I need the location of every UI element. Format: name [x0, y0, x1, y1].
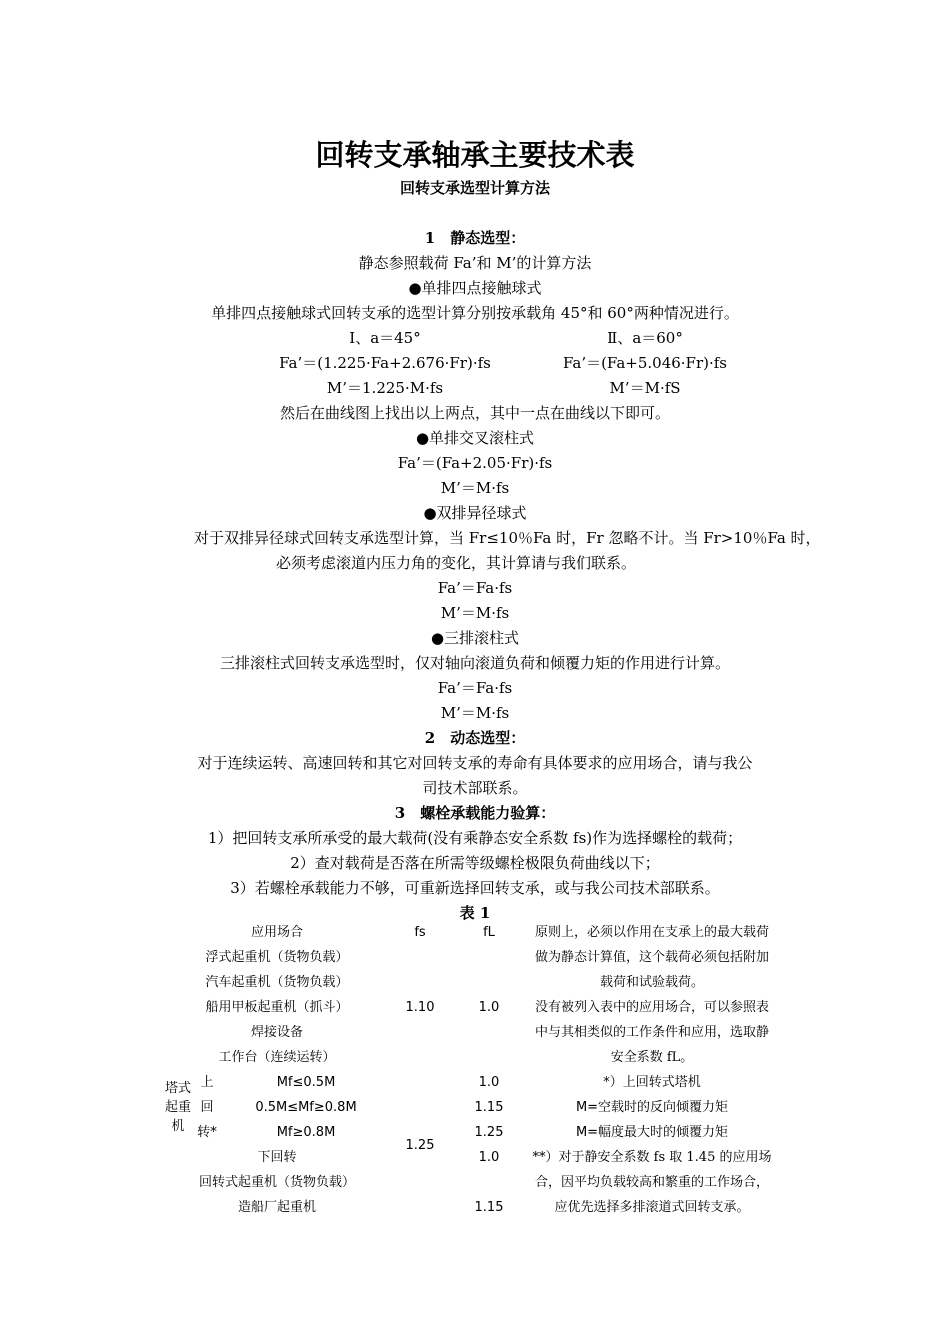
static-intro: 静态参照载荷 Fa’和 M’的计算方法 — [358, 254, 592, 272]
tower-crane-label-line: 机 — [171, 1119, 185, 1134]
group1-fl-cell: 1.0 — [478, 1000, 500, 1015]
case1-m-formula: M’＝1.225·M·fs — [326, 379, 444, 397]
application-cell: 船用甲板起重机（抓斗） — [205, 1000, 349, 1015]
tower-crane-label — [160, 1070, 196, 1145]
case2-fa-formula: Fa’＝(Fa+5.046·Fr)·fs — [562, 354, 727, 372]
table-header-row — [160, 920, 772, 945]
header-application: 应用场合 — [250, 925, 303, 940]
case2-label: Ⅱ、a＝60° — [607, 329, 683, 347]
application-cell: 浮式起重机（货物负载） — [205, 950, 349, 965]
case2-m-formula: M’＝M·fS — [609, 379, 681, 397]
dynamic-desc-1: 对于连续运转、高速回转和其它对回转支承的寿命有具体要求的应用场合，请与我公 — [197, 754, 753, 772]
fl-cell: 1.0 — [478, 1075, 500, 1090]
table-row — [160, 1145, 772, 1170]
page-title: 回转支承轴承主要技术表 — [315, 138, 635, 172]
tower-crane-label-line: 起重 — [164, 1100, 191, 1115]
table-row — [160, 1070, 772, 1095]
group2-fs-cell: 1.25 — [405, 1137, 435, 1153]
fl-cell: 1.15 — [474, 1200, 504, 1215]
cross-roller-fa-formula: Fa’＝(Fa+2.05·Fr)·fs — [397, 454, 553, 472]
condition-cell: Mf≤0.5M — [276, 1075, 336, 1090]
note-line: 应优先选择多排滚道式回转支承。 — [554, 1200, 750, 1215]
slewing-top-label: 转* — [197, 1125, 217, 1140]
application-cell: 造船厂起重机 — [237, 1200, 316, 1215]
triple-row-desc: 三排滚柱式回转支承选型时，仅对轴向滚道负荷和倾覆力矩的作用进行计算。 — [219, 654, 730, 672]
bolt-step-2: 2）查对载荷是否落在所需等级螺栓极限负荷曲线以下； — [290, 854, 660, 872]
note-line: M=空载时的反向倾覆力矩 — [575, 1100, 729, 1115]
double-row-desc-2: 必须考虑滚道内压力角的变化，其计算请与我们联系。 — [276, 554, 637, 572]
note-line: 安全系数 fL。 — [610, 1050, 694, 1065]
cross-roller-heading: ●单排交叉滚柱式 — [415, 429, 535, 447]
fl-cell: 1.15 — [474, 1100, 504, 1115]
tower-crane-label-line: 塔式 — [164, 1081, 191, 1096]
group1-fs-cell: 1.10 — [405, 1000, 435, 1015]
curve-note: 然后在曲线图上找出以上两点，其中一点在曲线以下即可。 — [279, 404, 670, 422]
note-line: 原则上，必须以作用在支承上的最大载荷 — [534, 925, 769, 940]
application-cell: 下回转 — [257, 1150, 297, 1165]
note-line: **）对于静安全系数 fs 取 1.45 的应用场 — [532, 1150, 772, 1165]
note-line: 做为静态计算值，这个载荷必须包括附加 — [534, 950, 769, 965]
note-line: 没有被列入表中的应用场合，可以参照表 — [534, 1000, 769, 1015]
double-row-m-formula: M’＝M·fs — [440, 604, 510, 622]
table-row — [160, 1095, 772, 1120]
bolt-heading: 3 螺栓承载能力验算： — [394, 804, 556, 822]
four-point-desc: 单排四点接触球式回转支承的选型计算分别按承载角 45°和 60°两种情况进行。 — [211, 304, 739, 322]
header-fl: fL — [483, 925, 495, 940]
triple-row-fa-formula: Fa’＝Fa·fs — [437, 679, 513, 697]
safety-factor-table — [160, 920, 772, 1220]
note-line: *）上回转式塔机 — [603, 1075, 701, 1090]
table-row — [160, 1195, 772, 1220]
triple-row-heading: ●三排滚柱式 — [430, 629, 520, 647]
application-cell: 工作台（连续运转） — [218, 1050, 336, 1065]
static-heading: 1 静态选型： — [424, 229, 526, 247]
note-line: 载荷和试验载荷。 — [599, 975, 704, 990]
bolt-step-1: 1）把回转支承所承受的最大载荷(没有乘静态安全系数 fs)作为选择螺栓的载荷； — [207, 829, 743, 847]
note-line: 合，因平均负载较高和繁重的工作场合， — [534, 1175, 769, 1190]
application-cell: 焊接设备 — [250, 1025, 303, 1040]
application-cell: 汽车起重机（货物负载） — [205, 975, 349, 990]
fl-cell: 1.25 — [474, 1125, 504, 1140]
page-subtitle: 回转支承选型计算方法 — [399, 179, 550, 197]
table-row — [160, 1120, 772, 1145]
note-line: 中与其相类似的工作条件和应用，选取静 — [534, 1025, 769, 1040]
double-row-fa-formula: Fa’＝Fa·fs — [437, 579, 513, 597]
note-line: M=幅度最大时的倾覆力矩 — [575, 1125, 729, 1140]
application-cell: 回转式起重机（货物负载） — [198, 1175, 355, 1190]
dynamic-heading: 2 动态选型： — [424, 729, 526, 747]
table-row — [160, 945, 772, 970]
case1-label: Ⅰ、a＝45° — [349, 329, 421, 347]
condition-cell: 0.5M≤Mf≥0.8M — [255, 1100, 357, 1115]
condition-cell: Mf≥0.8M — [276, 1125, 336, 1140]
double-row-desc-1: 对于双排异径球式回转支承选型计算，当 Fr≤10％Fa 时，Fr 忽略不计。当 Fr>10％Fa 时， — [194, 529, 821, 547]
four-point-heading: ●单排四点接触球式 — [408, 279, 542, 297]
table-caption: 表 1 — [459, 904, 491, 922]
slewing-top-label: 上 — [200, 1075, 214, 1090]
slewing-top-label: 回 — [200, 1100, 214, 1115]
header-fs: fs — [414, 925, 426, 940]
double-row-heading: ●双排异径球式 — [423, 504, 527, 522]
dynamic-desc-2: 司技术部联系。 — [422, 779, 528, 797]
fl-cell: 1.0 — [478, 1150, 500, 1165]
triple-row-m-formula: M’＝M·fs — [440, 704, 510, 722]
bolt-step-3: 3）若螺栓承载能力不够，可重新选择回转支承，或与我公司技术部联系。 — [230, 879, 720, 897]
case1-fa-formula: Fa’＝(1.225·Fa+2.676·Fr)·fs — [279, 354, 491, 372]
cross-roller-m-formula: M’＝M·fs — [440, 479, 510, 497]
